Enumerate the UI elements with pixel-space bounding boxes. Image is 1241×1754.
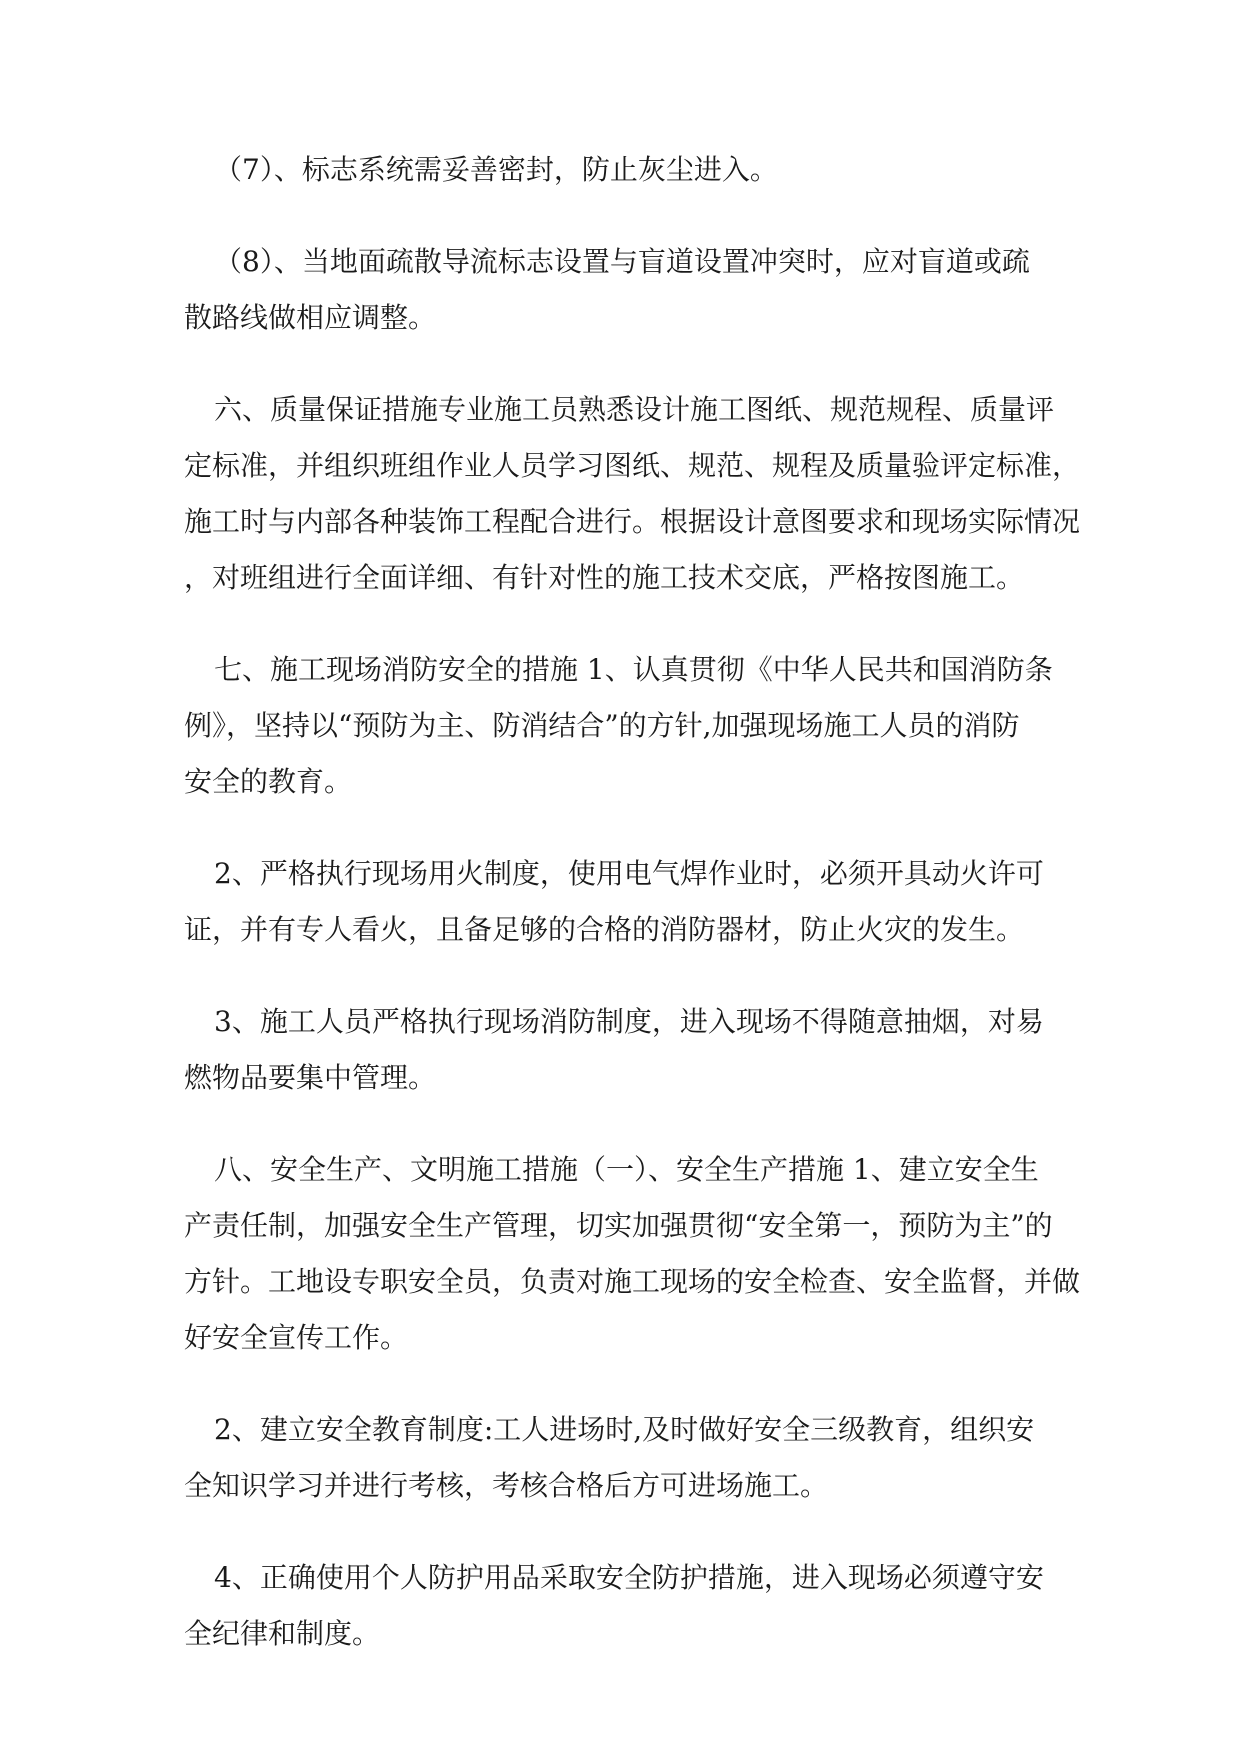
paragraph-fire-item-2 [184,846,1084,958]
text-line: 散路线做相应调整。 [184,301,437,334]
paragraph-item-8 [184,234,1084,346]
text-line: 七、施工现场消防安全的措施 1、认真贯彻《中华人民共和国消防条 [214,653,1053,686]
text-line: 施工时与内部各种装饰工程配合进行。根据设计意图要求和现场实际情况 [184,505,1081,538]
text-line: 六、质量保证措施专业施工员熟悉设计施工图纸、规范规程、质量评 [214,393,1055,426]
text-line: 全知识学习并进行考核，考核合格后方可进场施工。 [184,1469,829,1502]
document-body [184,142,1084,1662]
text-line: 燃物品要集中管理。 [184,1061,437,1094]
text-line: 例》，坚持以“预防为主、防消结合”的方针,加强现场施工人员的消防 [184,709,1020,742]
paragraph-fire-item-3 [184,994,1084,1106]
text-line: 4、正确使用个人防护用品采取安全防护措施，进入现场必须遵守安 [214,1561,1044,1594]
text-line: 八、安全生产、文明施工措施（一）、安全生产措施 1、建立安全生 [214,1153,1039,1186]
text-line: ，对班组进行全面详细、有针对性的施工技术交底，严格按图施工。 [184,561,1025,594]
text-line: 产责任制，加强安全生产管理，切实加强贯彻“安全第一，预防为主”的 [184,1209,1053,1242]
paragraph-safety-item-2 [184,1402,1084,1514]
text-line: 方针。工地设专职安全员，负责对施工现场的安全检查、安全监督，并做 [184,1265,1081,1298]
paragraph-safe-production [184,1142,1084,1366]
paragraph-quality-assurance [184,382,1084,606]
text-line: 定标准，并组织班组作业人员学习图纸、规范、规程及质量验评定标准， [184,449,1081,482]
paragraph-item-7 [184,142,1084,198]
text-line: 安全的教育。 [184,765,353,798]
paragraph-safety-item-4 [184,1550,1084,1662]
text-line: 证，并有专人看火，且备足够的合格的消防器材，防止火灾的发生。 [184,913,1025,946]
text-line: 2、严格执行现场用火制度，使用电气焊作业时，必须开具动火许可 [214,857,1044,890]
text-line: （7）、标志系统需妥善密封，防止灰尘进入。 [214,153,778,186]
text-line: 3、施工人员严格执行现场消防制度，进入现场不得随意抽烟，对易 [214,1005,1044,1038]
text-line: 好安全宣传工作。 [184,1321,409,1354]
text-line: 2、建立安全教育制度:工人进场时,及时做好安全三级教育，组织安 [214,1413,1035,1446]
text-line: （8）、当地面疏散导流标志设置与盲道设置冲突时，应对盲道或疏 [214,245,1030,278]
text-line: 全纪律和制度。 [184,1617,381,1650]
paragraph-fire-safety [184,642,1084,810]
